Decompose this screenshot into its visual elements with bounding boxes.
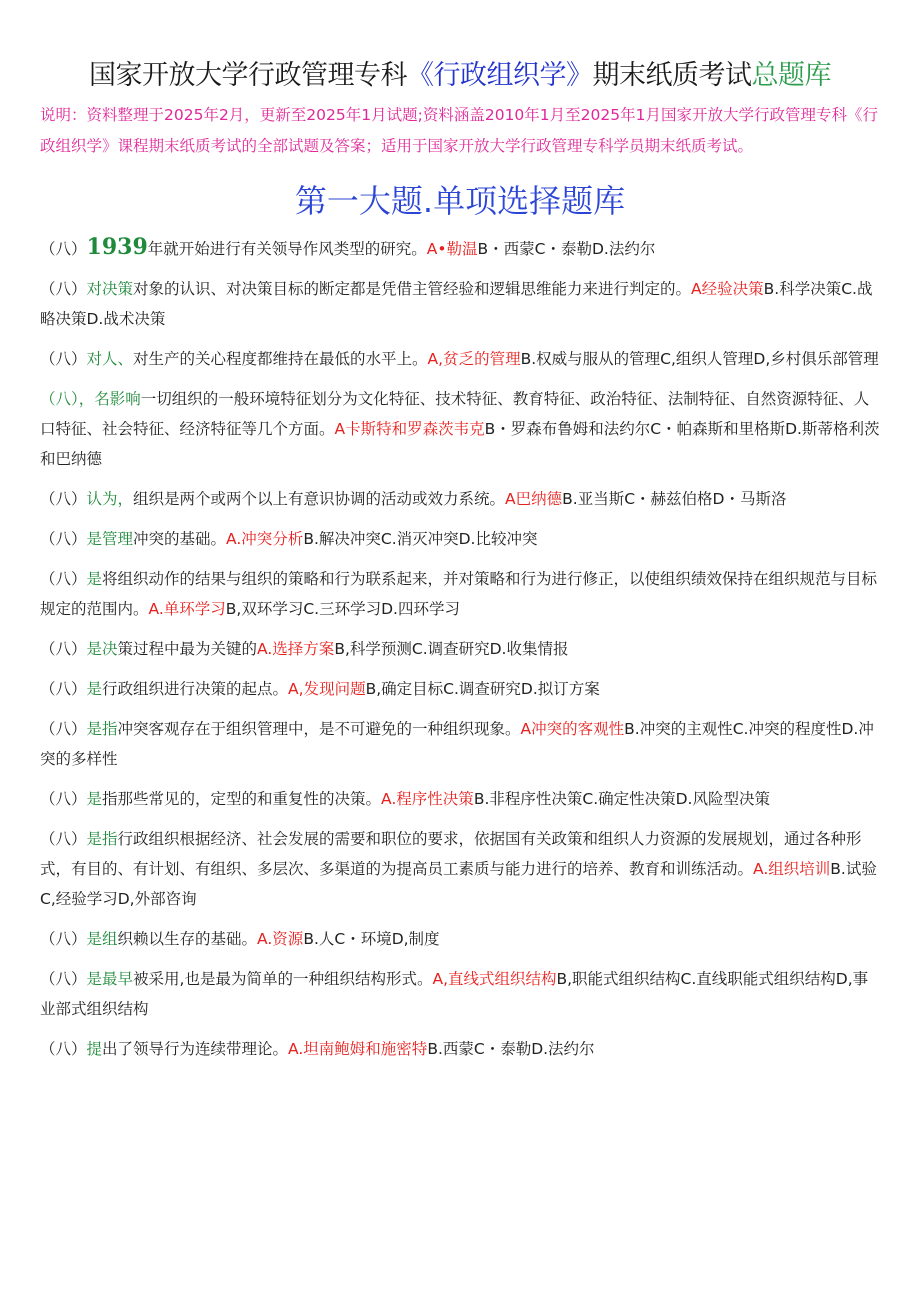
- question-options: B.科学决策C.战略决策D.战术决策: [40, 280, 873, 328]
- question-lead: 是管理: [86, 530, 134, 548]
- question-lead: 是: [86, 790, 103, 808]
- question-options: B・西蒙C・泰勒D.法约尔: [477, 240, 656, 258]
- question-stem: 行政组织根据经济、社会发展的需要和职位的要求，依据国有关政策和组织人力资源的发展规划，通过各种形式，有目的、有计划、有组织、多层次、多渠道的为提高员工素质与能力进行的培养、教育和训练活动。: [40, 830, 862, 878]
- question-answer: A.选择方案: [257, 640, 335, 658]
- question-answer: A卡斯特和罗森茨韦克: [334, 420, 485, 438]
- question-answer: A,贫乏的管理: [427, 350, 521, 368]
- question-stem: 策过程中最为关键的: [117, 640, 258, 658]
- question-answer: A,发现问题: [288, 680, 366, 698]
- question-stem: 冲突客观存在于组织管理中，是不可避免的一种组织现象。: [117, 720, 521, 738]
- question-stem: 出了领导行为连续带理论。: [102, 1040, 289, 1058]
- question-stem: 织赖以生存的基础。: [117, 930, 258, 948]
- question-list: [40, 232, 880, 1064]
- question-item: [40, 964, 880, 1024]
- question-item: [40, 674, 880, 704]
- question-options: B.西蒙C・泰勒D.法约尔: [427, 1040, 595, 1058]
- question-options: B.权威与服从的管理C,组织人管理D,乡村俱乐部管理: [520, 350, 879, 368]
- question-options: B.亚当斯C・赫兹伯格D・马斯洛: [562, 490, 787, 508]
- description-note: 说明：资料整理于2025年2月，更新至2025年1月试题;资料涵盖2010年1月至2025年1月国家开放大学行政管理专科《行政组织学》课程期末纸质考试的全部试题及答案；适用于国家开放大学行政管理专科学员期末纸质考试。: [40, 106, 878, 155]
- question-answer: A.组织培训: [753, 860, 831, 878]
- question-lead: 提: [86, 1040, 103, 1058]
- question-options: B.试验C,经验学习D,外部咨询: [40, 860, 877, 908]
- question-stem: 将组织动作的结果与组织的策略和行为联系起来，并对策略和行为进行修正，以使组织绩效保持在组织规范与目标规定的范围内。: [40, 570, 878, 618]
- title-part-3: 期末纸质考试: [592, 60, 752, 91]
- question-number: （八）: [40, 1040, 87, 1058]
- question-options: B・罗森布鲁姆和法约尔C・帕森斯和里格斯D.斯蒂格利茨和巴纳德: [40, 420, 880, 468]
- question-number: （八）: [40, 830, 87, 848]
- question-options: B,职能式组织结构C.直线职能式组织结构D,事业部式组织结构: [40, 970, 869, 1018]
- question-number: （八）: [40, 570, 87, 588]
- question-options: B.冲突的主观性C.冲突的程度性D.冲突的多样性: [40, 720, 874, 768]
- title-part-4: 总题库: [751, 60, 831, 91]
- question-item: [40, 384, 880, 474]
- question-options: B,科学预测C.调查研究D.收集情报: [334, 640, 569, 658]
- question-answer: A,直线式组织结构: [432, 970, 557, 988]
- question-lead: 是指: [86, 830, 118, 848]
- question-item: [40, 344, 880, 374]
- question-lead: 是最早: [86, 970, 134, 988]
- question-options: B,确定目标C.调查研究D.拟订方案: [365, 680, 600, 698]
- question-item: [40, 784, 880, 814]
- title-part-1: 国家开放大学行政管理专科: [89, 60, 407, 91]
- question-answer: A巴纳德: [505, 490, 563, 508]
- question-number: （八）: [40, 530, 87, 548]
- question-number: （八）: [40, 490, 87, 508]
- question-lead: 是指: [86, 720, 118, 738]
- question-answer: A.冲突分析: [226, 530, 304, 548]
- question-number: （八）: [40, 240, 87, 258]
- question-number: （八）: [40, 790, 87, 808]
- question-number: （八）: [40, 350, 87, 368]
- question-answer: A.程序性决策: [381, 790, 474, 808]
- question-answer: A.资源: [257, 930, 304, 948]
- question-lead: 是: [86, 570, 103, 588]
- question-options: B,双环学习C.三环学习D.四环学习: [225, 600, 460, 618]
- question-lead: 是决: [86, 640, 118, 658]
- question-number: （八）: [40, 280, 87, 298]
- question-item: [40, 1034, 880, 1064]
- question-lead: 1939: [86, 234, 148, 260]
- question-answer: A•勒温: [426, 240, 478, 258]
- question-options: B.非程序性决策C.确定性决策D.风险型决策: [473, 790, 770, 808]
- question-stem: 行政组织进行决策的起点。: [102, 680, 289, 698]
- question-item: [40, 924, 880, 954]
- question-item: [40, 714, 880, 774]
- question-stem: 一切组织的一般环境特征划分为文化特征、技术特征、教育特征、政治特征、法制特征、自然资源特征、人口特征、社会特征、经济特征等几个方面。: [40, 390, 870, 438]
- question-stem: 指那些常见的，定型的和重复性的决策。: [102, 790, 382, 808]
- question-answer: A经验决策: [691, 280, 764, 298]
- question-number: （八）: [40, 720, 87, 738]
- question-answer: A.坦南鲍姆和施密特: [288, 1040, 428, 1058]
- question-number: （八），: [40, 390, 95, 408]
- question-stem: 对象的认识、对决策目标的断定都是凭借主管经验和逻辑思维能力来进行判定的。: [133, 280, 692, 298]
- question-stem: 年就开始进行有关领导作风类型的研究。: [147, 240, 427, 258]
- question-options: B.人C・环境D,制度: [303, 930, 440, 948]
- section-title: 第一大题.单项选择题库: [294, 182, 626, 220]
- question-answer: A冲突的客观性: [520, 720, 625, 738]
- question-item: [40, 634, 880, 664]
- question-answer: A.单环学习: [148, 600, 226, 618]
- page-title: [40, 58, 880, 94]
- question-item: [40, 232, 880, 264]
- question-stem: 组织是两个或两个以上有意识协调的活动或效力系统。: [133, 490, 506, 508]
- question-options: B.解决冲突C.消灭冲突D.比较冲突: [303, 530, 538, 548]
- title-part-2: 《行政组织学》: [407, 60, 593, 91]
- question-lead: 对决策: [86, 280, 134, 298]
- question-number: （八）: [40, 680, 87, 698]
- question-item: [40, 524, 880, 554]
- question-number: （八）: [40, 970, 87, 988]
- question-item: [40, 484, 880, 514]
- question-stem: 被采用,也是最为简单的一种组织结构形式。: [133, 970, 433, 988]
- question-lead: 是: [86, 680, 103, 698]
- question-item: [40, 824, 880, 914]
- question-number: （八）: [40, 640, 87, 658]
- question-item: [40, 564, 880, 624]
- question-item: [40, 274, 880, 334]
- question-lead: 认为，: [86, 490, 134, 508]
- question-stem: 对生产的关心程度都维持在最低的水平上。: [133, 350, 428, 368]
- question-stem: 冲突的基础。: [133, 530, 227, 548]
- question-lead: 是组: [86, 930, 118, 948]
- question-lead: 对人、: [86, 350, 134, 368]
- question-lead: 名影响: [94, 390, 141, 408]
- question-number: （八）: [40, 930, 87, 948]
